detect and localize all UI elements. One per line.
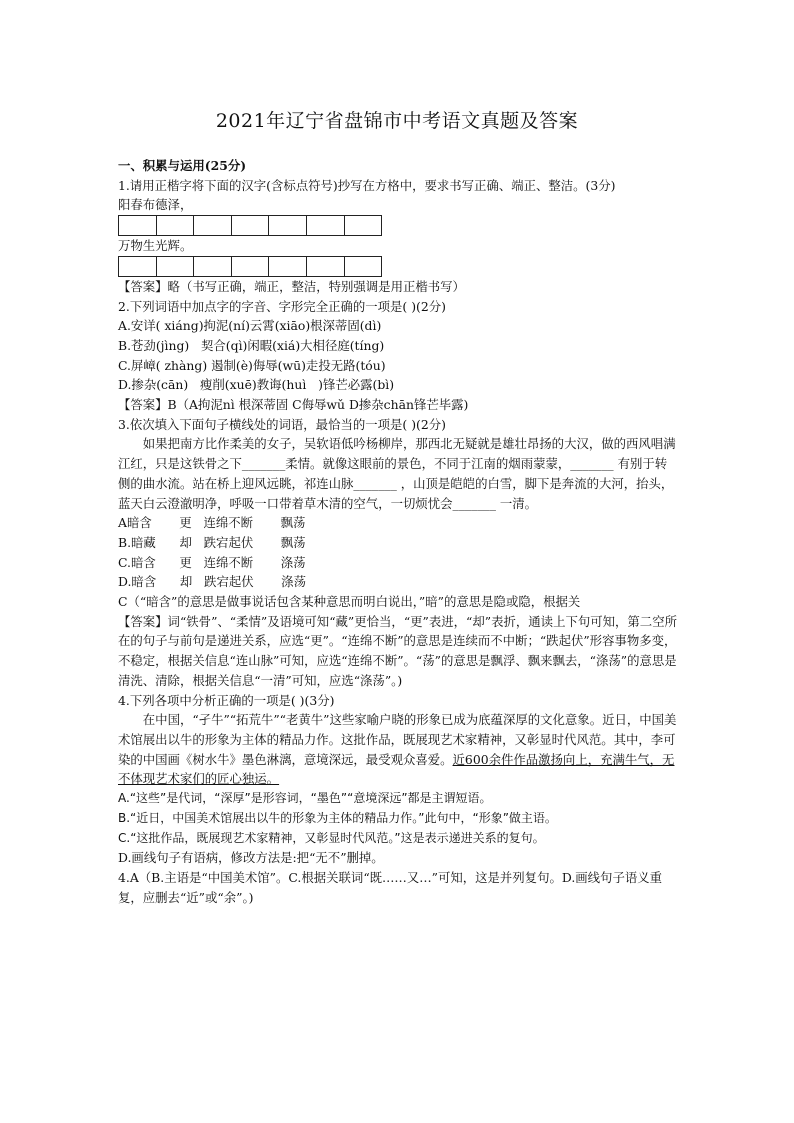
- question-3-stem: 3.依次填入下面句子横线处的词语，最恰当的一项是( )(2分): [118, 416, 446, 432]
- writing-grid-1: [118, 215, 678, 236]
- question-1-line-1: 阳春布德泽，: [118, 197, 193, 213]
- question-4-option-a: A.“这些”是代词，“深厚”是形容词，“墨色”“意境深远”都是主谓短语。: [118, 791, 492, 806]
- grid-cell: [345, 256, 383, 277]
- question-4-underlined-sentence: 近600余件作品激扬向上，充满牛气，无不体现艺术家们的匠心独运。: [118, 751, 675, 787]
- question-2-stem: 2.下列词语中加点字的字音、字形完全正确的一项是( )(2分): [118, 298, 446, 314]
- question-2-answer: 【答案】B（A拘泥nì 根深蒂固 C侮辱wǔ D掺杂chān锋芒毕露): [118, 397, 469, 413]
- question-3-option-d: D.暗含 却 跌宕起伏 涤荡: [118, 574, 306, 590]
- question-4-option-d: D.画线句子有语病，修改方法是:把“无不”删掉。: [118, 850, 384, 866]
- question-3-option-c: C.暗含 更 连绵不断 涤荡: [118, 554, 306, 570]
- question-3-option-b: B.暗藏 却 跌宕起伏 飘荡: [118, 534, 306, 550]
- grid-cell: [232, 215, 270, 236]
- question-1-stem: 1.请用正楷字将下面的汉字(含标点符号)抄写在方格中，要求书写正确、端正、整洁。(3分): [118, 177, 616, 193]
- grid-cell: [118, 256, 157, 277]
- grid-cell: [269, 215, 307, 236]
- question-4-option-b: B.“近日，中国美术馆展出以牛的形象为主体的精品力作。”此句中，“形象”做主语。: [118, 810, 557, 825]
- grid-cell: [194, 256, 232, 277]
- question-4-passage: [118, 710, 678, 789]
- question-4-stem: 4.下列各项中分析正确的一项是( )(3分): [118, 692, 335, 708]
- question-4-option-c: C.“这批作品，既展现艺术家精神，又彰显时代风范。”这是表示递进关系的复句。: [118, 830, 545, 845]
- section-heading: 一、积累与运用(25分): [118, 158, 247, 173]
- question-2-option-d: D.掺杂(cān) 瘦削(xuē)教诲(huì )锋芒必露(bì): [118, 377, 395, 393]
- question-4-answer: 4.A（B.主语是“中国美术馆”。C.根据关联词“既……又…”可知，这是并列复句。D.画线句子语义重复，应删去“近”或“余”。): [118, 869, 663, 905]
- writing-grid-2: [118, 256, 678, 277]
- question-3-answer: 【答案】词“铁骨”、“柔情”及语境可知“藏”更恰当，“更”表进，“却”表折，通读上下句可知，第二空所在的句子与前句是递进关系，应选“更”。“连绵不断”的意思是连续而不中断；“跌起伏”形容事物多变，不稳定，根据关信息“连山脉”可知，应选“连绵不断”。“荡”的意思是飘浮、飘来飘去，“涤荡”的意思是清洗、清除，根据关信息“一清”可知，应选“涤荡”。): [118, 613, 677, 688]
- grid-cell: [269, 256, 307, 277]
- grid-cell: [232, 256, 270, 277]
- question-2-option-c: C.屏嶂( zhàng) 遏制(è)侮辱(wū)走投无路(tóu): [118, 357, 386, 373]
- grid-cell: [307, 256, 345, 277]
- question-2-option-a: A.安详( xiáng)拘泥(ní)云霄(xiāo)根深蒂固(dì): [118, 318, 382, 334]
- question-4-passage-text: 在中国，“孑牛”“拓荒牛”“老黄牛”这些家喻户晓的形象已成为底蕴深厚的文化意象。近日，中国美术馆展出以牛的形象为主体的精品力作。这批作品，既展现艺术家精神，又彰显时代风范。其中，李可染的中国画《树水牛》墨色淋漓，意境深远，最受观众喜爱。: [118, 712, 677, 767]
- grid-cell: [157, 215, 195, 236]
- grid-cell: [157, 256, 195, 277]
- question-3-option-a: A暗含 更 连绵不断 飘荡: [118, 515, 306, 531]
- document-body: [118, 156, 678, 907]
- question-1-line-2: 万物生光辉。: [118, 238, 193, 254]
- grid-cell: [345, 215, 383, 236]
- question-3-passage: 如果把南方比作柔美的女子，吴软语低吟杨柳岸，那西北无疑就是雄壮昂扬的大汉，做的西风唱满江红，只是这铁骨之下_______柔情。就像这眼前的景色，不同于江南的烟雨蒙蒙，_______ 有别于转侧的曲水流。站在桥上迎风远眺，祁连山脉_______ ，山顶是皑皑的白雪，脚下是奔流的大河，抬头，蓝天白云澄澈明净，呼吸一口带着草木清的空气，一切烦忧会_______ 一清。: [118, 436, 676, 511]
- grid-cell: [118, 215, 157, 236]
- question-1-answer: 【答案】略（书写正确，端正，整洁，特别强调是用正楷书写）: [118, 278, 465, 294]
- grid-cell: [307, 215, 345, 236]
- question-2-option-b: B.苍劲(jìng) 契合(qì)闲暇(xiá)大相径庭(tíng): [118, 337, 385, 353]
- question-3-answer-prefix: C（“暗含”的意思是做事说话包含某种意思而明白说出，”暗”的意思是隐或隐，根据关: [118, 594, 581, 610]
- page-title: 2021年辽宁省盘锦市中考语文真题及答案: [215, 110, 579, 132]
- grid-cell: [194, 215, 232, 236]
